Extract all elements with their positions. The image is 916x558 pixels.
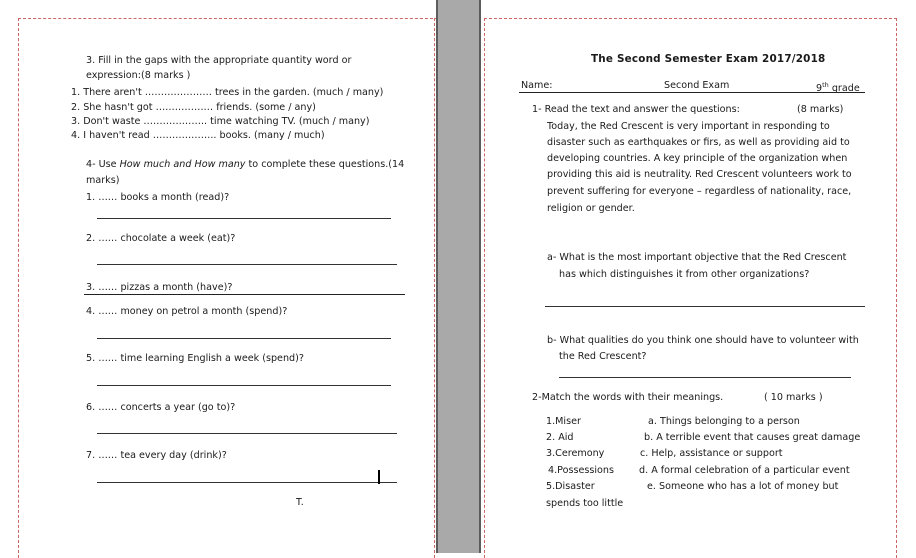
answer-line <box>97 482 397 483</box>
match-word: 4.Possessions <box>548 465 614 476</box>
answer-line <box>97 338 391 339</box>
answer-line <box>84 294 405 295</box>
answer-line <box>545 306 865 307</box>
q4-heading-marks: marks) <box>86 175 120 186</box>
q3-item-1: 1. There aren't ………………… trees in the garden. (much / many) <box>71 87 384 98</box>
passage-line: developing countries. A key principle of the organization when <box>547 153 848 164</box>
match-word: 3.Ceremony <box>546 448 605 459</box>
match-meaning-cont: spends too little <box>546 498 624 509</box>
footer-mark: T. <box>296 497 304 508</box>
question-b-cont: the Red Crescent? <box>559 351 647 362</box>
match-meaning: c. Help, assistance or support <box>640 448 783 459</box>
header-rule <box>519 92 865 93</box>
q1-marks: (8 marks) <box>797 104 844 115</box>
answer-line <box>97 264 397 265</box>
page-margin-right <box>434 18 435 558</box>
q4-item-2: 2. …… chocolate a week (eat)? <box>86 233 236 244</box>
q2-heading: 2-Match the words with their meanings. <box>532 392 724 403</box>
page-margin-left <box>18 18 19 558</box>
answer-line <box>97 385 391 386</box>
q4-item-5: 5. …… time learning English a week (spend)? <box>86 353 304 364</box>
q4-item-6: 6. …… concerts a year (go to)? <box>86 402 236 413</box>
q3-item-2: 2. She hasn't got ……………… friends. (some / any) <box>71 102 316 113</box>
page-margin-top <box>18 18 438 19</box>
grade-suffix: th <box>822 81 829 89</box>
match-word: 1.Miser <box>546 416 581 427</box>
match-word: 2. Aid <box>546 432 574 443</box>
q4-item-3: 3. …… pizzas a month (have)? <box>86 282 233 293</box>
page-margin-top <box>484 18 897 19</box>
grade-number: 9 <box>816 83 823 95</box>
q4-item-1: 1. …… books a month (read)? <box>86 192 230 203</box>
text-cursor <box>378 470 380 484</box>
passage-line: prevent suffering for everyone – regardless of nationality, race, <box>547 186 852 197</box>
name-label: Name: <box>521 80 553 91</box>
page-margin-right <box>896 18 897 558</box>
left-page <box>0 0 436 553</box>
answer-line <box>97 433 397 434</box>
exam-title: The Second Semester Exam 2017/2018 <box>591 53 826 65</box>
q4-item-7: 7. …… tea every day (drink)? <box>86 450 227 461</box>
match-meaning: e. Someone who has a lot of money but <box>647 481 839 492</box>
answer-line <box>97 218 391 219</box>
passage-line: providing this aid is neutrality. Red Crescent volunteers work to <box>547 169 852 180</box>
q4-heading-post: to complete these questions.(14 <box>245 159 405 170</box>
page-margin-left <box>484 18 485 558</box>
question-a-cont: has which distinguishes it from other organizations? <box>559 269 810 280</box>
exam-label: Second Exam <box>664 80 730 91</box>
q3-heading-marks: expression:(8 marks ) <box>86 70 191 81</box>
right-page <box>481 0 916 553</box>
question-b: b- What qualities do you think one should have to volunteer with <box>547 335 859 346</box>
q4-heading-pre: 4- Use <box>86 159 120 170</box>
q3-item-3: 3. Don't waste ……………….. time watching TV. (much / many) <box>71 116 370 127</box>
passage-line: religion or gender. <box>547 203 635 214</box>
passage-line: disaster such as earthquakes or firs, as well as providing aid to <box>547 137 850 148</box>
question-a: a- What is the most important objective that the Red Crescent <box>547 252 847 263</box>
match-meaning: a. Things belonging to a person <box>648 416 800 427</box>
q4-heading-italic: How much and How many <box>119 159 246 170</box>
match-meaning: d. A formal celebration of a particular event <box>639 465 850 476</box>
match-word: 5.Disaster <box>546 481 595 492</box>
q2-marks: ( 10 marks ) <box>764 392 823 403</box>
q3-heading: 3. Fill in the gaps with the appropriate quantity word or <box>86 55 352 66</box>
grade-word: grade <box>828 83 860 95</box>
q3-item-4: 4. I haven't read ……………….. books. (many / much) <box>71 130 325 141</box>
passage-line: Today, the Red Crescent is very important in responding to <box>547 121 830 132</box>
match-meaning: b. A terrible event that causes great damage <box>644 432 861 443</box>
q4-heading <box>86 158 404 171</box>
answer-line <box>559 377 851 378</box>
page-gutter <box>436 0 481 553</box>
gutter-edge-left <box>436 0 438 553</box>
q4-item-4: 4. …… money on petrol a month (spend)? <box>86 306 288 317</box>
q1-heading: 1- Read the text and answer the questions: <box>532 104 740 115</box>
